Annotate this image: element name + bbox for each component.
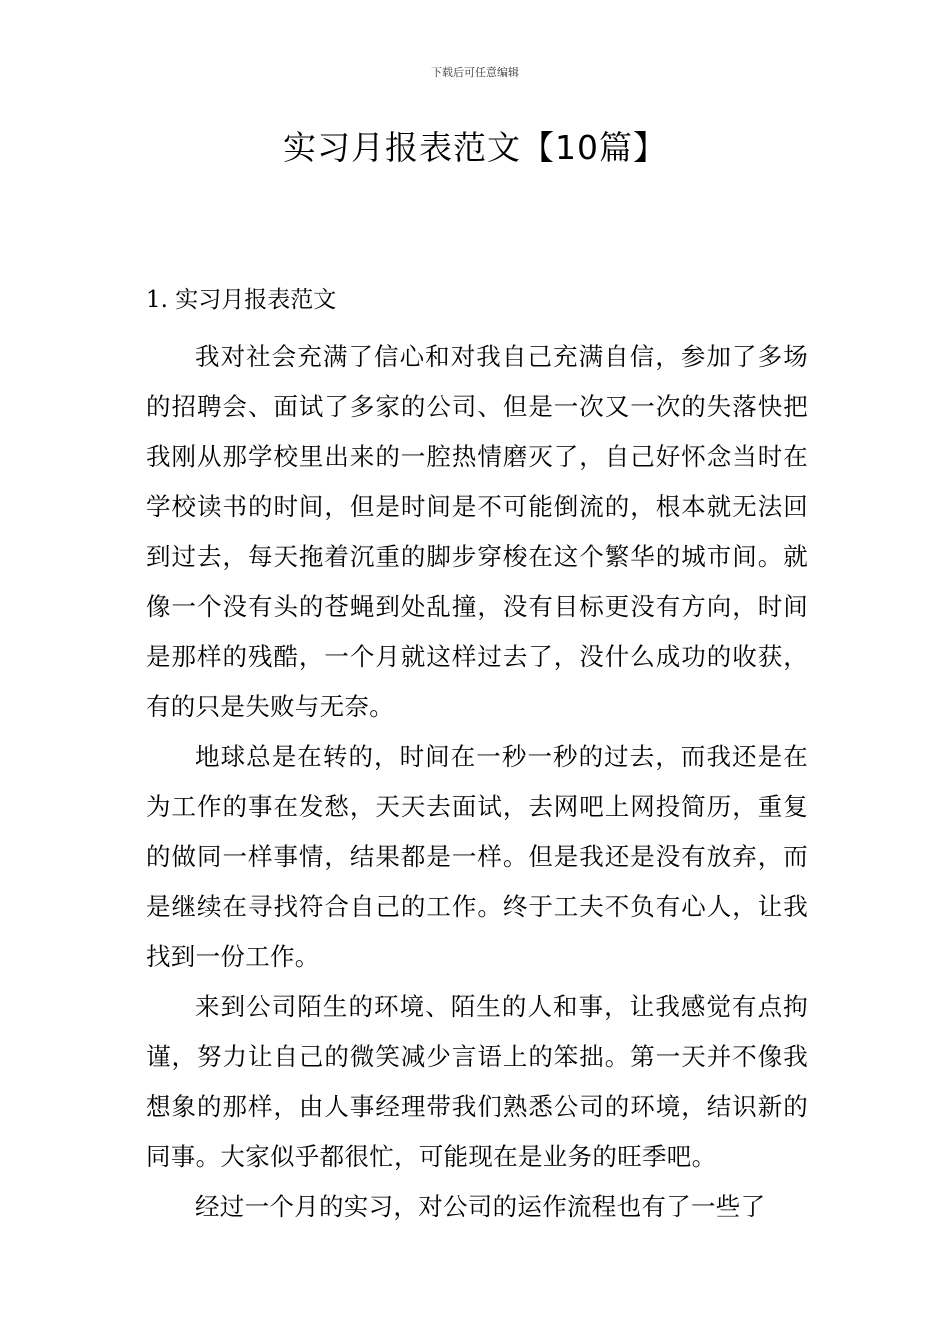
paragraph-4: 经过一个月的实习，对公司的运作流程也有了一些了: [195, 1192, 766, 1221]
paragraph-3: 来到公司陌生的环境、陌生的人和事，让我感觉有点拘谨，努力让自己的微笑减少言语上的笨拙。第一天并不像我想象的那样，由人事经理带我们熟悉公司的环境，结识新的同事。大家似乎都很忙，可能现在是业务的旺季吧。: [146, 992, 808, 1171]
paragraph-1: 我对社会充满了信心和对我自己充满自信，参加了多场的招聘会、面试了多家的公司、但是一次又一次的失落快把我刚从那学校里出来的一腔热情磨灭了，自己好怀念当时在学校读书的时间，但是时间是不可能倒流的，根本就无法回到过去，每天拖着沉重的脚步穿梭在这个繁华的城市间。就像一个没有头的苍蝇到处乱撞，没有目标更没有方向，时间是那样的残酷，一个月就这样过去了，没什么成功的收获，有的只是失败与无奈。: [146, 342, 808, 721]
document-title: 实习月报表范文【10篇】: [283, 128, 667, 167]
document-body: [146, 282, 808, 1232]
header-note: 下载后可任意编辑: [431, 66, 519, 79]
paragraph-2: 地球总是在转的，时间在一秒一秒的过去，而我还是在为工作的事在发愁，天天去面试，去网吧上网投简历，重复的做同一样事情，结果都是一样。但是我还是没有放弃，而是继续在寻找符合自己的工作。终于工夫不负有心人，让我找到一份工作。: [146, 742, 808, 971]
section-heading: 1. 实习月报表范文: [146, 287, 337, 313]
